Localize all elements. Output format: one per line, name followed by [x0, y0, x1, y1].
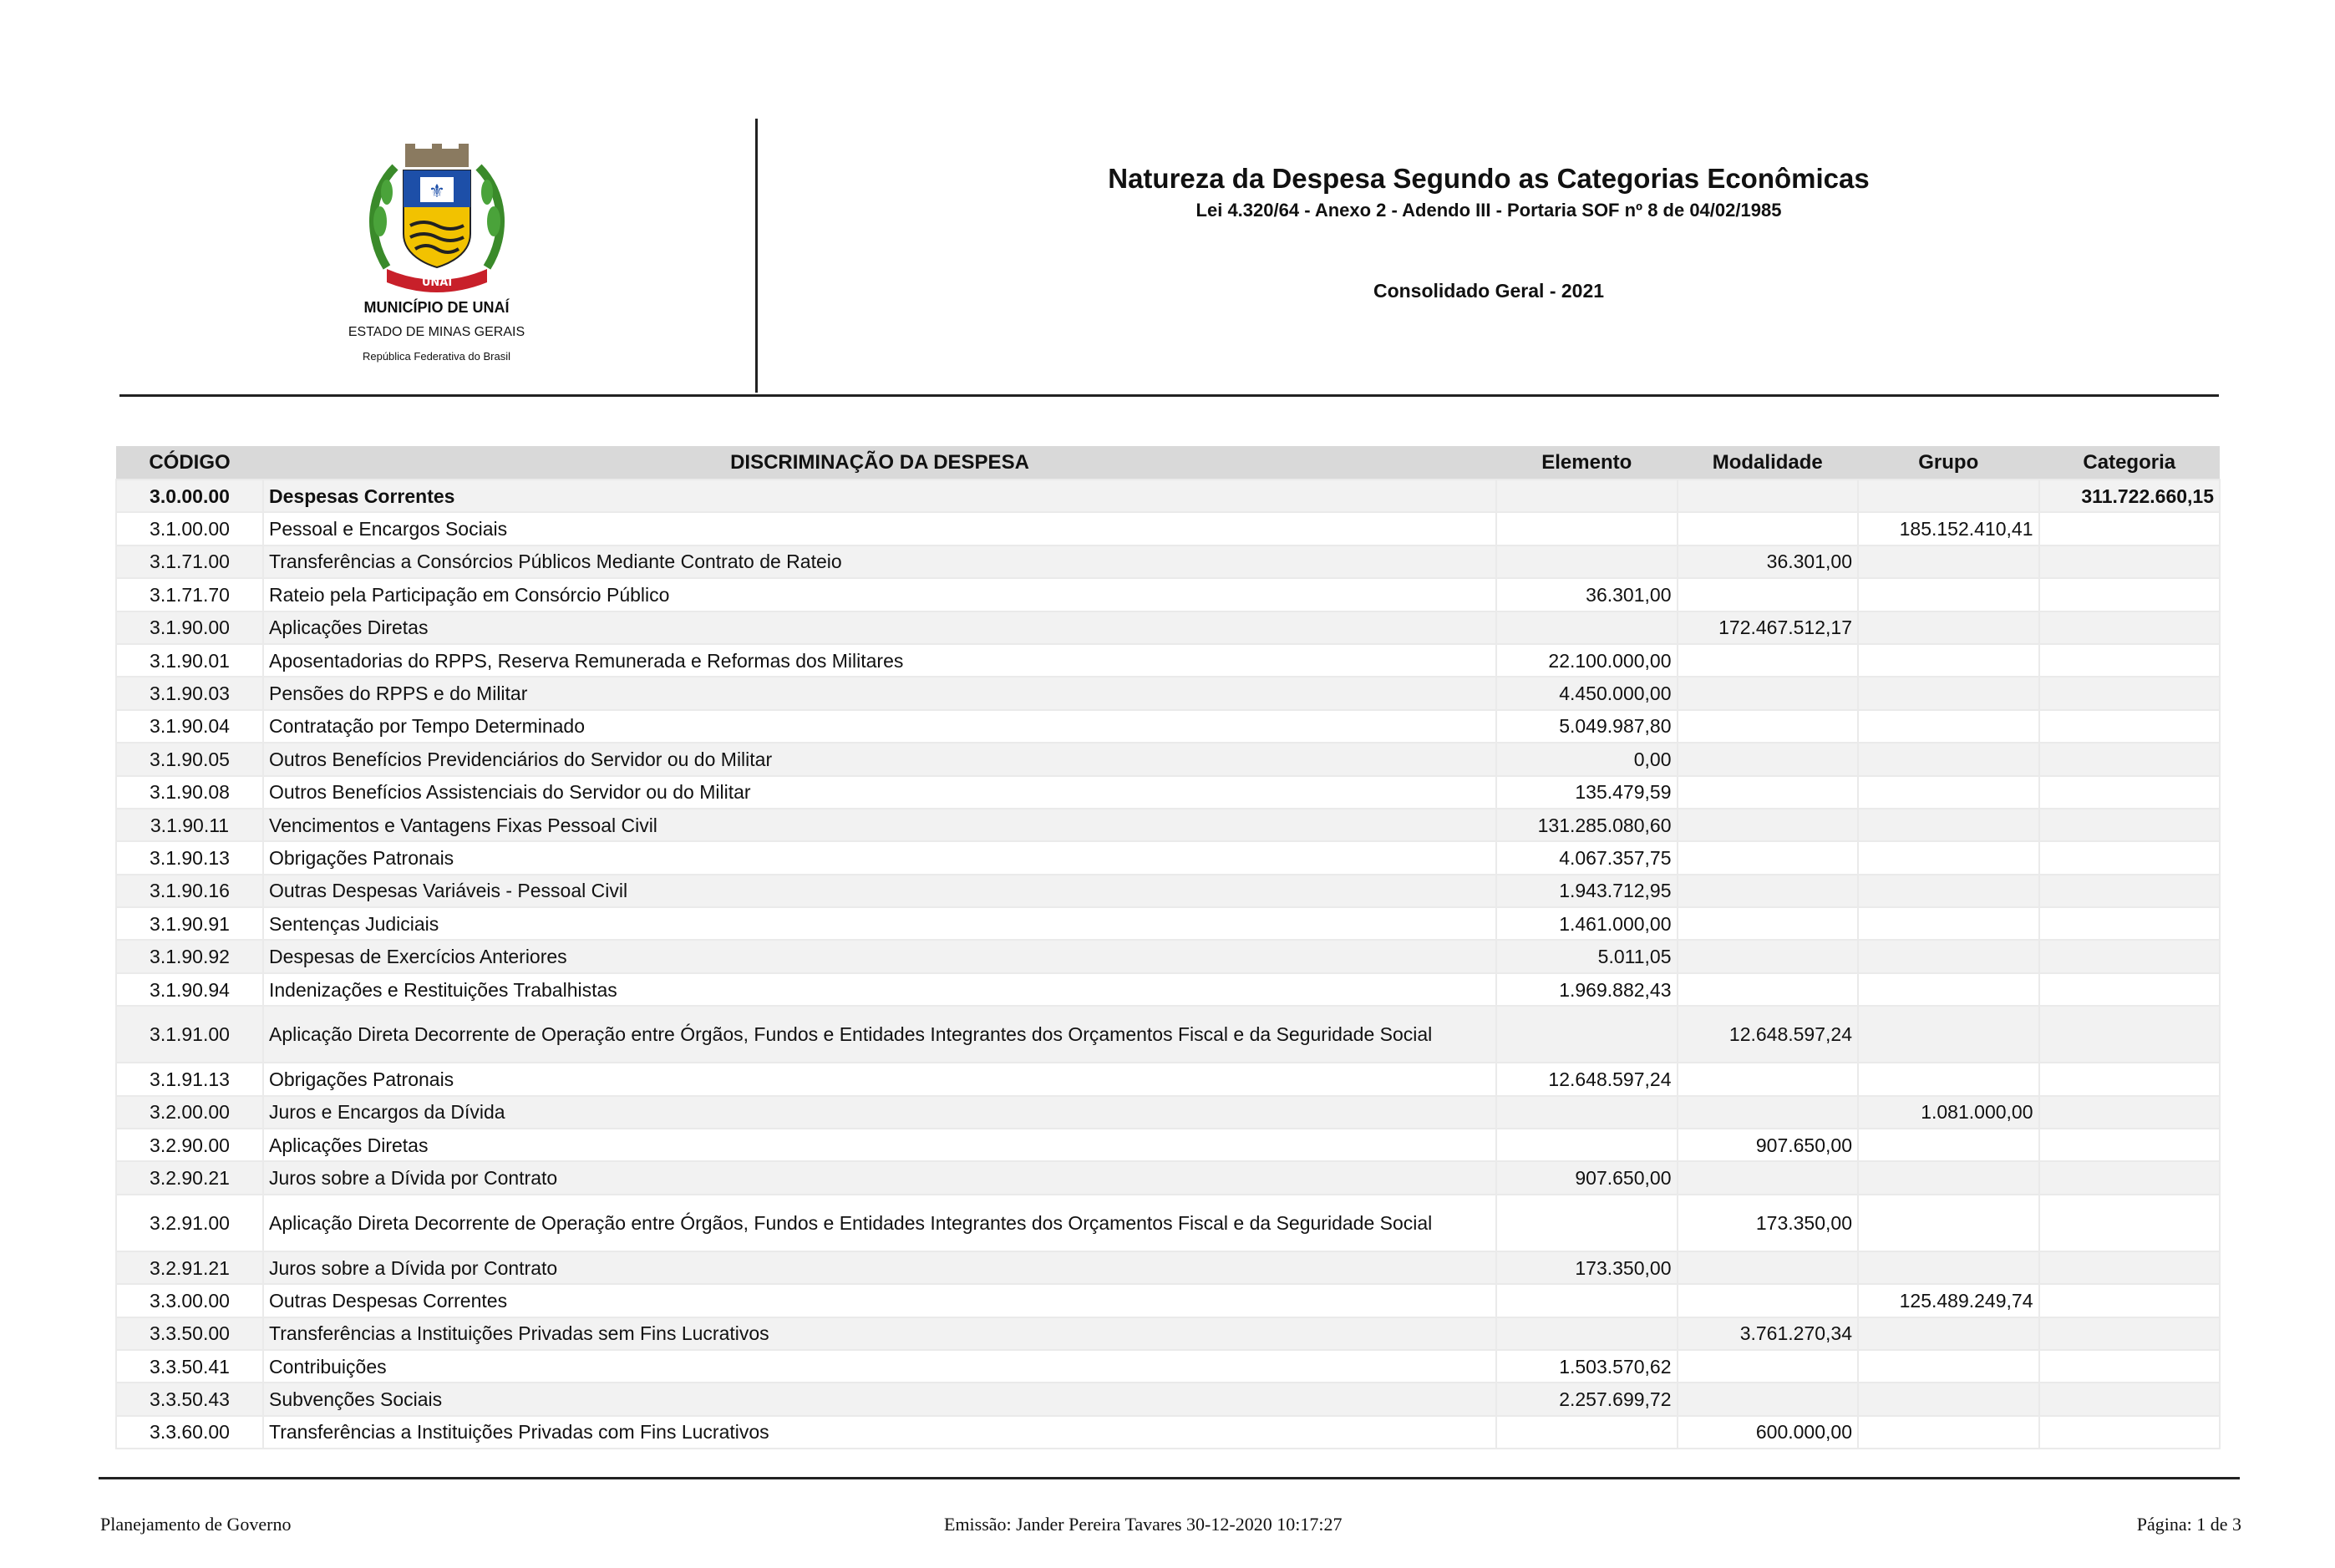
cell-codigo: 3.1.71.00 — [116, 546, 263, 578]
cell-grupo — [1858, 776, 2039, 809]
cell-modalidade — [1678, 710, 1859, 743]
cell-grupo — [1858, 940, 2039, 972]
cell-elemento — [1496, 480, 1678, 512]
report-title-block — [758, 163, 2220, 302]
cell-codigo: 3.0.00.00 — [116, 480, 263, 512]
cell-codigo: 3.1.90.94 — [116, 973, 263, 1006]
table-row — [116, 512, 2220, 545]
cell-grupo — [1858, 841, 2039, 874]
cell-codigo: 3.1.90.11 — [116, 809, 263, 841]
cell-descricao: Transferências a Consórcios Públicos Mediante Contrato de Rateio — [263, 546, 1496, 578]
cell-modalidade: 3.761.270,34 — [1678, 1317, 1859, 1350]
cell-elemento: 1.461.000,00 — [1496, 907, 1678, 940]
cell-descricao: Obrigações Patronais — [263, 1063, 1496, 1095]
cell-codigo: 3.1.90.04 — [116, 710, 263, 743]
cell-descricao: Despesas Correntes — [263, 480, 1496, 512]
table-header-row — [116, 446, 2220, 480]
cell-elemento — [1496, 1317, 1678, 1350]
table-row — [116, 776, 2220, 809]
cell-modalidade — [1678, 907, 1859, 940]
cell-descricao: Transferências a Instituições Privadas sem Fins Lucrativos — [263, 1317, 1496, 1350]
table-row — [116, 875, 2220, 907]
cell-categoria — [2039, 1317, 2221, 1350]
cell-codigo: 3.1.90.05 — [116, 743, 263, 775]
cell-codigo: 3.1.91.13 — [116, 1063, 263, 1095]
cell-elemento: 1.943.712,95 — [1496, 875, 1678, 907]
cell-codigo: 3.3.50.43 — [116, 1383, 263, 1415]
cell-elemento — [1496, 611, 1678, 644]
cell-descricao: Aplicação Direta Decorrente de Operação entre Órgãos, Fundos e Entidades Integrantes dos Orçamentos Fiscal e da Seguridade Social — [263, 1006, 1496, 1063]
cell-codigo: 3.1.90.16 — [116, 875, 263, 907]
cell-modalidade — [1678, 743, 1859, 775]
country-name: República Federativa do Brasil — [362, 350, 511, 363]
cell-elemento: 135.479,59 — [1496, 776, 1678, 809]
cell-codigo: 3.1.90.03 — [116, 677, 263, 709]
cell-descricao: Outras Despesas Variáveis - Pessoal Civil — [263, 875, 1496, 907]
cell-elemento: 4.450.000,00 — [1496, 677, 1678, 709]
cell-descricao: Aplicações Diretas — [263, 611, 1496, 644]
cell-codigo: 3.2.90.21 — [116, 1161, 263, 1194]
table-row — [116, 1129, 2220, 1161]
table-row — [116, 1195, 2220, 1251]
cell-elemento: 12.648.597,24 — [1496, 1063, 1678, 1095]
table-row — [116, 940, 2220, 972]
cell-codigo: 3.1.90.13 — [116, 841, 263, 874]
cell-grupo — [1858, 1063, 2039, 1095]
cell-grupo — [1858, 1006, 2039, 1063]
cell-codigo: 3.1.91.00 — [116, 1006, 263, 1063]
cell-grupo — [1858, 578, 2039, 611]
cell-grupo — [1858, 546, 2039, 578]
cell-categoria — [2039, 578, 2221, 611]
col-header-discriminacao: DISCRIMINAÇÃO DA DESPESA — [263, 446, 1496, 480]
col-header-modalidade: Modalidade — [1678, 446, 1859, 480]
cell-grupo — [1858, 677, 2039, 709]
cell-categoria — [2039, 1006, 2221, 1063]
cell-grupo — [1858, 809, 2039, 841]
cell-descricao: Rateio pela Participação em Consórcio Público — [263, 578, 1496, 611]
cell-categoria — [2039, 1383, 2221, 1415]
footer-department: Planejamento de Governo — [100, 1514, 292, 1535]
cell-modalidade — [1678, 1350, 1859, 1383]
cell-categoria — [2039, 1284, 2221, 1317]
cell-codigo: 3.1.71.70 — [116, 578, 263, 611]
cell-codigo: 3.2.90.00 — [116, 1129, 263, 1161]
cell-grupo: 185.152.410,41 — [1858, 512, 2039, 545]
cell-elemento: 907.650,00 — [1496, 1161, 1678, 1194]
cell-modalidade: 600.000,00 — [1678, 1416, 1859, 1449]
cell-grupo — [1858, 875, 2039, 907]
table-row — [116, 1161, 2220, 1194]
cell-grupo — [1858, 611, 2039, 644]
cell-categoria — [2039, 809, 2221, 841]
cell-grupo — [1858, 743, 2039, 775]
cell-descricao: Transferências a Instituições Privadas com Fins Lucrativos — [263, 1416, 1496, 1449]
municipality-block — [125, 142, 748, 363]
cell-descricao: Juros e Encargos da Dívida — [263, 1096, 1496, 1129]
cell-descricao: Juros sobre a Dívida por Contrato — [263, 1161, 1496, 1194]
table-row — [116, 1317, 2220, 1350]
footer-emission: Emissão: Jander Pereira Tavares 30-12-2020 10:17:27 — [944, 1514, 1343, 1535]
cell-grupo — [1858, 1129, 2039, 1161]
table-row — [116, 809, 2220, 841]
cell-elemento — [1496, 1416, 1678, 1449]
cell-modalidade: 12.648.597,24 — [1678, 1006, 1859, 1063]
table-body — [116, 480, 2220, 1449]
cell-elemento: 1.503.570,62 — [1496, 1350, 1678, 1383]
cell-descricao: Outros Benefícios Assistenciais do Servidor ou do Militar — [263, 776, 1496, 809]
cell-elemento — [1496, 1195, 1678, 1251]
cell-categoria — [2039, 546, 2221, 578]
cell-elemento — [1496, 1006, 1678, 1063]
table-row — [116, 1350, 2220, 1383]
cell-elemento: 131.285.080,60 — [1496, 809, 1678, 841]
cell-modalidade — [1678, 644, 1859, 677]
cell-categoria — [2039, 875, 2221, 907]
cell-codigo: 3.1.90.91 — [116, 907, 263, 940]
cell-categoria — [2039, 1096, 2221, 1129]
header-horizontal-divider — [119, 394, 2219, 397]
municipality-name: MUNICÍPIO DE UNAÍ — [363, 299, 510, 316]
col-header-categoria: Categoria — [2039, 446, 2221, 480]
cell-descricao: Contratação por Tempo Determinado — [263, 710, 1496, 743]
cell-modalidade — [1678, 1251, 1859, 1284]
cell-grupo — [1858, 480, 2039, 512]
cell-categoria — [2039, 1063, 2221, 1095]
cell-elemento: 5.049.987,80 — [1496, 710, 1678, 743]
cell-descricao: Pessoal e Encargos Sociais — [263, 512, 1496, 545]
cell-modalidade — [1678, 1383, 1859, 1415]
cell-categoria — [2039, 512, 2221, 545]
cell-descricao: Sentenças Judiciais — [263, 907, 1496, 940]
cell-descricao: Despesas de Exercícios Anteriores — [263, 940, 1496, 972]
cell-grupo — [1858, 1416, 2039, 1449]
cell-codigo: 3.1.90.00 — [116, 611, 263, 644]
cell-grupo — [1858, 973, 2039, 1006]
cell-categoria — [2039, 1161, 2221, 1194]
cell-elemento: 36.301,00 — [1496, 578, 1678, 611]
cell-elemento — [1496, 1096, 1678, 1129]
cell-categoria — [2039, 973, 2221, 1006]
table-row — [116, 743, 2220, 775]
cell-grupo: 1.081.000,00 — [1858, 1096, 2039, 1129]
table-row — [116, 611, 2220, 644]
cell-grupo — [1858, 1350, 2039, 1383]
cell-codigo: 3.1.90.01 — [116, 644, 263, 677]
cell-grupo — [1858, 710, 2039, 743]
cell-codigo: 3.2.91.00 — [116, 1195, 263, 1251]
cell-grupo — [1858, 1251, 2039, 1284]
report-subtitle: Lei 4.320/64 - Anexo 2 - Adendo III - Portaria SOF nº 8 de 04/02/1985 — [1195, 200, 1782, 221]
cell-modalidade — [1678, 776, 1859, 809]
cell-modalidade — [1678, 875, 1859, 907]
cell-grupo: 125.489.249,74 — [1858, 1284, 2039, 1317]
cell-modalidade — [1678, 677, 1859, 709]
cell-categoria — [2039, 611, 2221, 644]
cell-elemento: 22.100.000,00 — [1496, 644, 1678, 677]
expense-table — [115, 446, 2221, 1449]
cell-descricao: Juros sobre a Dívida por Contrato — [263, 1251, 1496, 1284]
cell-categoria — [2039, 743, 2221, 775]
cell-descricao: Contribuições — [263, 1350, 1496, 1383]
cell-categoria — [2039, 940, 2221, 972]
cell-categoria — [2039, 644, 2221, 677]
cell-codigo: 3.1.90.08 — [116, 776, 263, 809]
cell-descricao: Aplicações Diretas — [263, 1129, 1496, 1161]
table-row — [116, 710, 2220, 743]
cell-categoria — [2039, 710, 2221, 743]
cell-elemento — [1496, 1284, 1678, 1317]
state-name: ESTADO DE MINAS GERAIS — [348, 325, 525, 339]
table-row — [116, 1006, 2220, 1063]
cell-elemento: 4.067.357,75 — [1496, 841, 1678, 874]
cell-descricao: Outros Benefícios Previdenciários do Servidor ou do Militar — [263, 743, 1496, 775]
cell-codigo: 3.1.00.00 — [116, 512, 263, 545]
table-row — [116, 1251, 2220, 1284]
cell-categoria — [2039, 1195, 2221, 1251]
cell-modalidade — [1678, 480, 1859, 512]
cell-elemento — [1496, 512, 1678, 545]
cell-descricao: Subvenções Sociais — [263, 1383, 1496, 1415]
report-period: Consolidado Geral - 2021 — [1373, 280, 1605, 302]
cell-descricao: Pensões do RPPS e do Militar — [263, 677, 1496, 709]
cell-categoria: 311.722.660,15 — [2039, 480, 2221, 512]
cell-categoria — [2039, 677, 2221, 709]
cell-elemento: 2.257.699,72 — [1496, 1383, 1678, 1415]
cell-descricao: Aposentadorias do RPPS, Reserva Remunerada e Reformas dos Militares — [263, 644, 1496, 677]
cell-elemento: 1.969.882,43 — [1496, 973, 1678, 1006]
table-row — [116, 1063, 2220, 1095]
cell-elemento — [1496, 546, 1678, 578]
report-title: Natureza da Despesa Segundo as Categorias Econômicas — [1108, 163, 1870, 194]
cell-descricao: Indenizações e Restituições Trabalhistas — [263, 973, 1496, 1006]
cell-categoria — [2039, 776, 2221, 809]
cell-modalidade — [1678, 512, 1859, 545]
col-header-grupo: Grupo — [1858, 446, 2039, 480]
table-row — [116, 973, 2220, 1006]
cell-elemento — [1496, 1129, 1678, 1161]
cell-categoria — [2039, 841, 2221, 874]
table-row — [116, 644, 2220, 677]
cell-modalidade — [1678, 1063, 1859, 1095]
cell-categoria — [2039, 1350, 2221, 1383]
cell-codigo: 3.3.60.00 — [116, 1416, 263, 1449]
cell-codigo: 3.2.91.21 — [116, 1251, 263, 1284]
table-row — [116, 480, 2220, 512]
table-row — [116, 841, 2220, 874]
cell-modalidade — [1678, 940, 1859, 972]
cell-grupo — [1858, 1195, 2039, 1251]
cell-modalidade: 36.301,00 — [1678, 546, 1859, 578]
cell-descricao: Obrigações Patronais — [263, 841, 1496, 874]
col-header-codigo: CÓDIGO — [116, 446, 263, 480]
table-row — [116, 578, 2220, 611]
svg-text:UNAÍ: UNAÍ — [421, 277, 452, 289]
cell-codigo: 3.1.90.92 — [116, 940, 263, 972]
cell-elemento: 5.011,05 — [1496, 940, 1678, 972]
cell-modalidade — [1678, 1161, 1859, 1194]
cell-categoria — [2039, 907, 2221, 940]
table-row — [116, 546, 2220, 578]
cell-codigo: 3.2.00.00 — [116, 1096, 263, 1129]
cell-codigo: 3.3.50.41 — [116, 1350, 263, 1383]
cell-codigo: 3.3.00.00 — [116, 1284, 263, 1317]
table-row — [116, 1096, 2220, 1129]
cell-modalidade — [1678, 841, 1859, 874]
cell-elemento: 0,00 — [1496, 743, 1678, 775]
cell-descricao: Aplicação Direta Decorrente de Operação entre Órgãos, Fundos e Entidades Integrantes dos Orçamentos Fiscal e da Seguridade Social — [263, 1195, 1496, 1251]
cell-categoria — [2039, 1416, 2221, 1449]
cell-categoria — [2039, 1251, 2221, 1284]
cell-modalidade — [1678, 973, 1859, 1006]
cell-grupo — [1858, 1161, 2039, 1194]
cell-modalidade: 907.650,00 — [1678, 1129, 1859, 1161]
cell-modalidade — [1678, 809, 1859, 841]
municipal-crest-icon — [362, 142, 512, 292]
cell-modalidade — [1678, 578, 1859, 611]
cell-modalidade — [1678, 1284, 1859, 1317]
cell-descricao: Outras Despesas Correntes — [263, 1284, 1496, 1317]
table-row — [116, 1383, 2220, 1415]
footer-page-number: Página: 1 de 3 — [2136, 1514, 2241, 1535]
cell-elemento: 173.350,00 — [1496, 1251, 1678, 1284]
cell-modalidade — [1678, 1096, 1859, 1129]
cell-grupo — [1858, 644, 2039, 677]
table-row — [116, 1284, 2220, 1317]
cell-modalidade: 173.350,00 — [1678, 1195, 1859, 1251]
col-header-elemento: Elemento — [1496, 446, 1678, 480]
cell-grupo — [1858, 907, 2039, 940]
table-row — [116, 1416, 2220, 1449]
cell-descricao: Vencimentos e Vantagens Fixas Pessoal Civil — [263, 809, 1496, 841]
cell-modalidade: 172.467.512,17 — [1678, 611, 1859, 644]
cell-categoria — [2039, 1129, 2221, 1161]
svg-text:⚜: ⚜ — [428, 181, 445, 202]
cell-grupo — [1858, 1383, 2039, 1415]
table-row — [116, 907, 2220, 940]
footer-divider — [99, 1477, 2240, 1479]
cell-codigo: 3.3.50.00 — [116, 1317, 263, 1350]
table-row — [116, 677, 2220, 709]
cell-grupo — [1858, 1317, 2039, 1350]
